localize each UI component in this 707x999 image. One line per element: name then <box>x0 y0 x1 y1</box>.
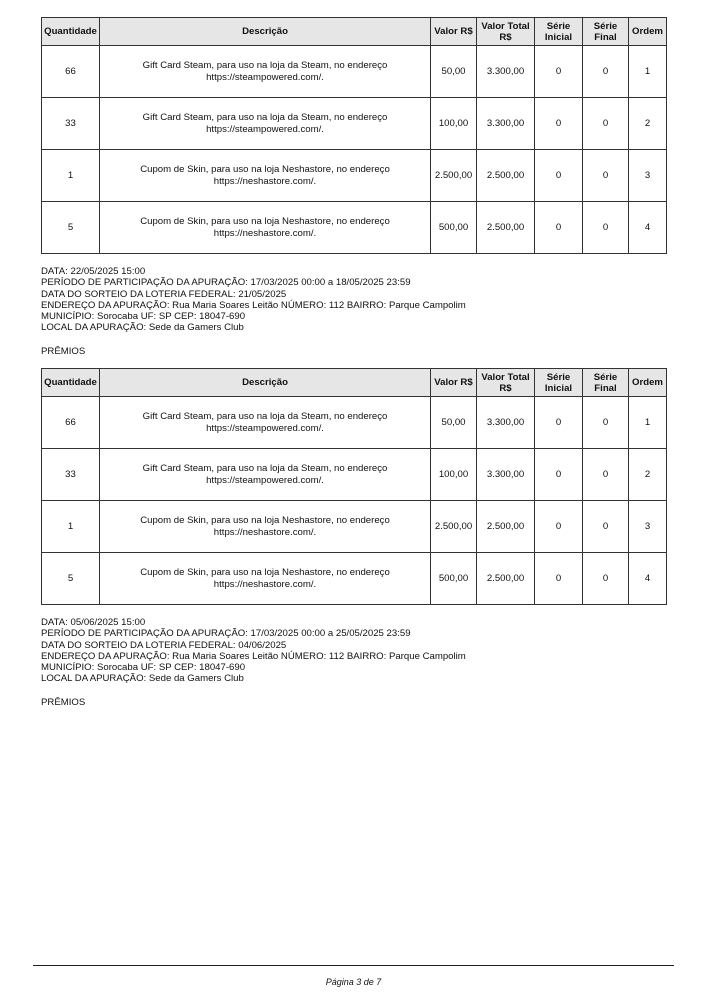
table-row <box>42 449 667 501</box>
cell-serie-final: 0 <box>583 150 629 202</box>
cell-quantidade: 33 <box>42 98 100 150</box>
cell-descricao: Cupom de Skin, para uso na loja Neshastore, no endereço https://neshastore.com/. <box>100 553 431 605</box>
cell-serie-final: 0 <box>583 553 629 605</box>
cell-valor: 50,00 <box>431 46 477 98</box>
cell-ordem: 2 <box>629 98 667 150</box>
prizes-table <box>41 368 667 605</box>
info-period: PERÍODO DE PARTICIPAÇÃO DA APURAÇÃO: 17/03/2025 00:00 a 18/05/2025 23:59 <box>41 277 411 289</box>
cell-serie-final: 0 <box>583 98 629 150</box>
header-ordem: Ordem <box>629 18 667 46</box>
header-quantidade: Quantidade <box>42 369 100 397</box>
info-address: ENDEREÇO DA APURAÇÃO: Rua Maria Soares Leitão NÚMERO: 112 BAIRRO: Parque Campolim <box>41 299 466 311</box>
table-row <box>42 150 667 202</box>
cell-ordem: 3 <box>629 501 667 553</box>
cell-serie-inicial: 0 <box>535 202 583 254</box>
cell-descricao: Gift Card Steam, para uso na loja da Steam, no endereço https://steampowered.com/. <box>100 449 431 501</box>
info-city: MUNICÍPIO: Sorocaba UF: SP CEP: 18047-690 <box>41 311 246 323</box>
header-quantidade: Quantidade <box>42 18 100 46</box>
info-city: MUNICÍPIO: Sorocaba UF: SP CEP: 18047-690 <box>41 662 246 674</box>
drawing-info <box>41 617 466 685</box>
cell-serie-inicial: 0 <box>535 397 583 449</box>
cell-quantidade: 1 <box>42 150 100 202</box>
cell-serie-final: 0 <box>583 397 629 449</box>
header-valor: Valor R$ <box>431 18 477 46</box>
info-lottery-date: DATA DO SORTEIO DA LOTERIA FEDERAL: 21/05/2025 <box>41 288 287 300</box>
cell-valor: 100,00 <box>431 98 477 150</box>
table-header-row <box>42 18 667 46</box>
table-header-row <box>42 369 667 397</box>
info-lottery-date: DATA DO SORTEIO DA LOTERIA FEDERAL: 04/06/2025 <box>41 639 287 651</box>
table-row <box>42 98 667 150</box>
prizes-table <box>41 17 667 254</box>
cell-serie-inicial: 0 <box>535 449 583 501</box>
cell-descricao: Gift Card Steam, para uso na loja da Steam, no endereço https://steampowered.com/. <box>100 46 431 98</box>
cell-serie-inicial: 0 <box>535 553 583 605</box>
cell-ordem: 2 <box>629 449 667 501</box>
table-row <box>42 202 667 254</box>
cell-valor-total: 3.300,00 <box>477 46 535 98</box>
info-address: ENDEREÇO DA APURAÇÃO: Rua Maria Soares Leitão NÚMERO: 112 BAIRRO: Parque Campolim <box>41 650 466 662</box>
cell-valor-total: 3.300,00 <box>477 98 535 150</box>
drawing-info <box>41 266 466 334</box>
cell-serie-inicial: 0 <box>535 150 583 202</box>
header-serie-inicial: Série Inicial <box>535 369 583 397</box>
cell-valor-total: 2.500,00 <box>477 501 535 553</box>
info-location: LOCAL DA APURAÇÃO: Sede da Gamers Club <box>41 673 244 685</box>
header-serie-final: Série Final <box>583 369 629 397</box>
header-valor: Valor R$ <box>431 369 477 397</box>
cell-valor: 2.500,00 <box>431 501 477 553</box>
header-valor-total: Valor Total R$ <box>477 18 535 46</box>
cell-ordem: 4 <box>629 553 667 605</box>
cell-descricao: Cupom de Skin, para uso na loja Neshastore, no endereço https://neshastore.com/. <box>100 202 431 254</box>
cell-ordem: 3 <box>629 150 667 202</box>
cell-valor: 100,00 <box>431 449 477 501</box>
cell-quantidade: 33 <box>42 449 100 501</box>
cell-valor-total: 2.500,00 <box>477 553 535 605</box>
cell-serie-inicial: 0 <box>535 46 583 98</box>
header-valor-total: Valor Total R$ <box>477 369 535 397</box>
cell-serie-final: 0 <box>583 449 629 501</box>
cell-valor-total: 3.300,00 <box>477 397 535 449</box>
header-serie-final: Série Final <box>583 18 629 46</box>
cell-ordem: 1 <box>629 397 667 449</box>
cell-valor: 2.500,00 <box>431 150 477 202</box>
info-location: LOCAL DA APURAÇÃO: Sede da Gamers Club <box>41 322 244 334</box>
cell-quantidade: 1 <box>42 501 100 553</box>
cell-valor-total: 3.300,00 <box>477 449 535 501</box>
cell-serie-inicial: 0 <box>535 501 583 553</box>
table-row <box>42 397 667 449</box>
info-date: DATA: 22/05/2025 15:00 <box>41 266 146 277</box>
prizes-label: PRÊMIOS <box>41 697 86 708</box>
header-serie-inicial: Série Inicial <box>535 18 583 46</box>
cell-valor-total: 2.500,00 <box>477 202 535 254</box>
cell-ordem: 1 <box>629 46 667 98</box>
table-row <box>42 501 667 553</box>
header-descricao: Descrição <box>100 369 431 397</box>
cell-valor-total: 2.500,00 <box>477 150 535 202</box>
cell-valor: 500,00 <box>431 202 477 254</box>
cell-valor: 500,00 <box>431 553 477 605</box>
footer-divider <box>33 965 674 966</box>
cell-descricao: Gift Card Steam, para uso na loja da Steam, no endereço https://steampowered.com/. <box>100 397 431 449</box>
cell-quantidade: 66 <box>42 397 100 449</box>
cell-valor: 50,00 <box>431 397 477 449</box>
prizes-label: PRÊMIOS <box>41 346 86 357</box>
cell-quantidade: 66 <box>42 46 100 98</box>
info-period: PERÍODO DE PARTICIPAÇÃO DA APURAÇÃO: 17/03/2025 00:00 a 25/05/2025 23:59 <box>41 628 411 640</box>
table-row <box>42 553 667 605</box>
table-row <box>42 46 667 98</box>
header-descricao: Descrição <box>100 18 431 46</box>
cell-descricao: Cupom de Skin, para uso na loja Neshastore, no endereço https://neshastore.com/. <box>100 501 431 553</box>
cell-descricao: Gift Card Steam, para uso na loja da Steam, no endereço https://steampowered.com/. <box>100 98 431 150</box>
cell-serie-final: 0 <box>583 202 629 254</box>
info-date: DATA: 05/06/2025 15:00 <box>41 617 146 628</box>
cell-quantidade: 5 <box>42 553 100 605</box>
cell-descricao: Cupom de Skin, para uso na loja Neshastore, no endereço https://neshastore.com/. <box>100 150 431 202</box>
cell-serie-final: 0 <box>583 501 629 553</box>
cell-serie-final: 0 <box>583 46 629 98</box>
header-ordem: Ordem <box>629 369 667 397</box>
cell-quantidade: 5 <box>42 202 100 254</box>
page-number: Página 3 de 7 <box>325 977 382 987</box>
cell-serie-inicial: 0 <box>535 98 583 150</box>
cell-ordem: 4 <box>629 202 667 254</box>
